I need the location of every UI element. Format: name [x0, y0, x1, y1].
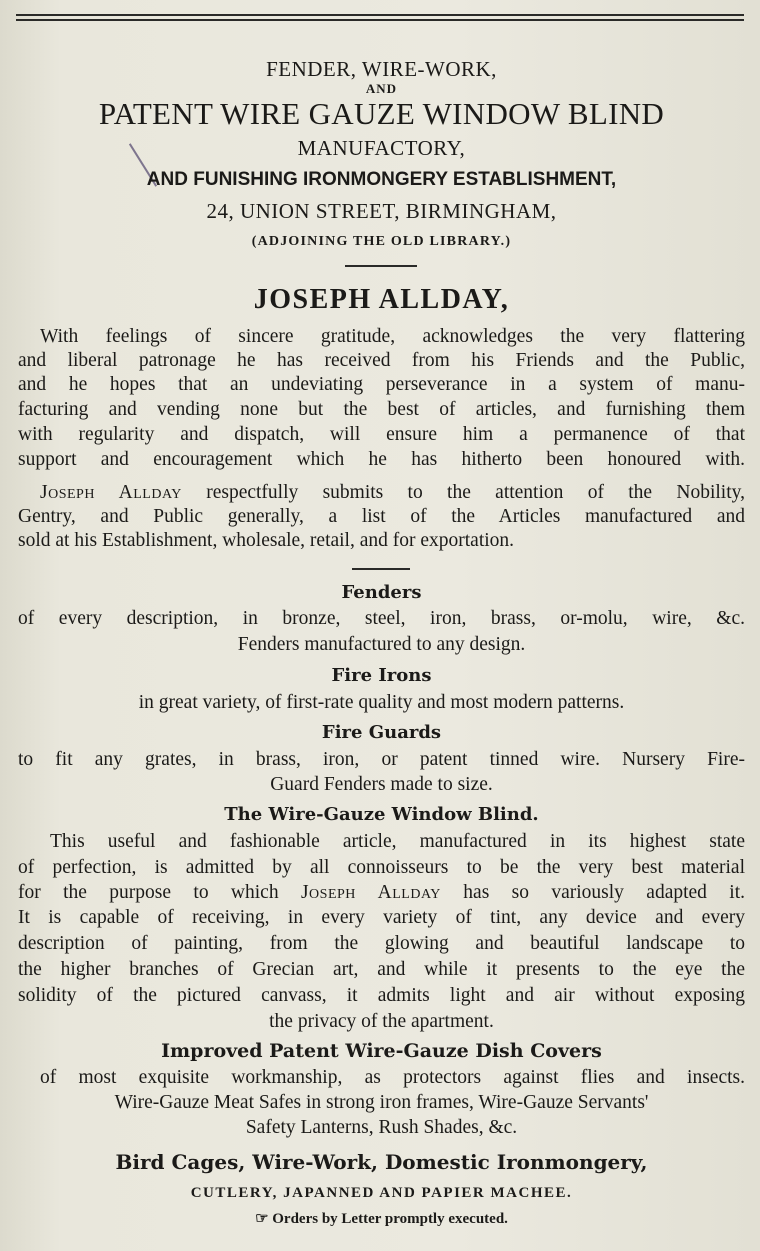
- top-double-rule: [16, 14, 744, 21]
- section-line: to fit any grates, in brass, iron, or patent tinned wire. Nursery Fire-: [18, 749, 745, 770]
- header-line-and: AND: [365, 81, 398, 96]
- header-adjoining: (ADJOINING THE OLD LIBRARY.): [251, 234, 512, 249]
- intro-line: support and encouragement which he has hitherto been honoured with.: [18, 449, 745, 470]
- section-line: solidity of the pictured canvass, it admits light and air without exposing: [18, 985, 745, 1006]
- header-address: 24, UNION STREET, BIRMINGHAM,: [206, 199, 557, 223]
- section-title-fenders: Fenders: [341, 582, 422, 603]
- header-line-fender: FENDER, WIRE-WORK,: [266, 57, 497, 81]
- header-line-establishment: AND FUNISHING IRONMONGERY ESTABLISHMENT,: [146, 169, 617, 190]
- intro2-line: sold at his Establishment, wholesale, retail, and for exportation.: [18, 530, 515, 551]
- section-text: has so variously adapted it.: [440, 882, 746, 903]
- orders-text: Orders by Letter promptly executed.: [272, 1211, 508, 1227]
- cutlery-line: CUTLERY, JAPANNED AND PAPIER MACHEE.: [190, 1185, 573, 1201]
- section-title-fire-irons: Fire Irons: [331, 665, 432, 686]
- section-line: This useful and fashionable article, manufactured in its highest state: [50, 831, 745, 852]
- divider: [345, 265, 417, 267]
- section-line: the higher branches of Grecian art, and while it presents to the eye the: [18, 959, 745, 980]
- pointing-hand-icon: ☞: [255, 1211, 269, 1227]
- proprietor-name: JOSEPH ALLDAY,: [253, 284, 510, 315]
- section-line: Fenders manufactured to any design.: [237, 634, 526, 655]
- section-title-bird-cages: Bird Cages, Wire-Work, Domestic Ironmongery,: [115, 1150, 648, 1174]
- section-title-window-blind: The Wire-Gauze Window Blind.: [224, 804, 539, 825]
- proprietor-name-inline: Joseph Allday: [40, 482, 182, 503]
- section-line: of every description, in bronze, steel, iron, brass, or-molu, wire, &c.: [18, 608, 745, 629]
- section-line: Wire-Gauze Meat Safes in strong iron frames, Wire-Gauze Servants': [114, 1092, 649, 1113]
- header-title: PATENT WIRE GAUZE WINDOW BLIND: [98, 96, 665, 131]
- divider: [352, 568, 410, 570]
- section-line: Safety Lanterns, Rush Shades, &c.: [245, 1117, 518, 1138]
- proprietor-name-inline: Joseph Allday: [300, 882, 441, 903]
- section-line: of most exquisite workmanship, as protectors against flies and insects.: [40, 1067, 745, 1088]
- intro2-text: respectfully submits to the attention of the Nobility,: [181, 482, 746, 503]
- intro-line: and liberal patronage he has received from his Friends and the Public,: [18, 350, 745, 371]
- section-title-dish-covers: Improved Patent Wire-Gauze Dish Covers: [161, 1040, 602, 1062]
- section-line: [18, 883, 745, 903]
- intro-line: facturing and vending none but the best of articles, and furnishing them: [18, 399, 745, 420]
- orders-line: [18, 1212, 745, 1227]
- intro-line: with regularity and dispatch, will ensure him a permanence of that: [18, 424, 745, 445]
- section-text: for the purpose to which: [18, 882, 301, 903]
- section-line: of perfection, is admitted by all connoisseurs to be the very best material: [18, 857, 745, 878]
- intro-line: and he hopes that an undeviating perseverance in a system of manu-: [18, 374, 745, 395]
- section-title-fire-guards: Fire Guards: [321, 722, 442, 743]
- intro-line: With feelings of sincere gratitude, acknowledges the very flattering: [40, 326, 745, 347]
- section-line: in great variety, of first-rate quality and most modern patterns.: [138, 692, 625, 713]
- section-line: description of painting, from the glowing and beautiful landscape to: [18, 933, 745, 954]
- header-line-manufactory: MANUFACTORY,: [297, 136, 466, 160]
- section-line: It is capable of receiving, in every variety of tint, any device and every: [18, 907, 745, 928]
- intro2-line: [40, 483, 745, 503]
- intro2-line: Gentry, and Public generally, a list of the Articles manufactured and: [18, 506, 745, 527]
- section-line: the privacy of the apartment.: [269, 1011, 494, 1032]
- section-line: Guard Fenders made to size.: [270, 774, 493, 795]
